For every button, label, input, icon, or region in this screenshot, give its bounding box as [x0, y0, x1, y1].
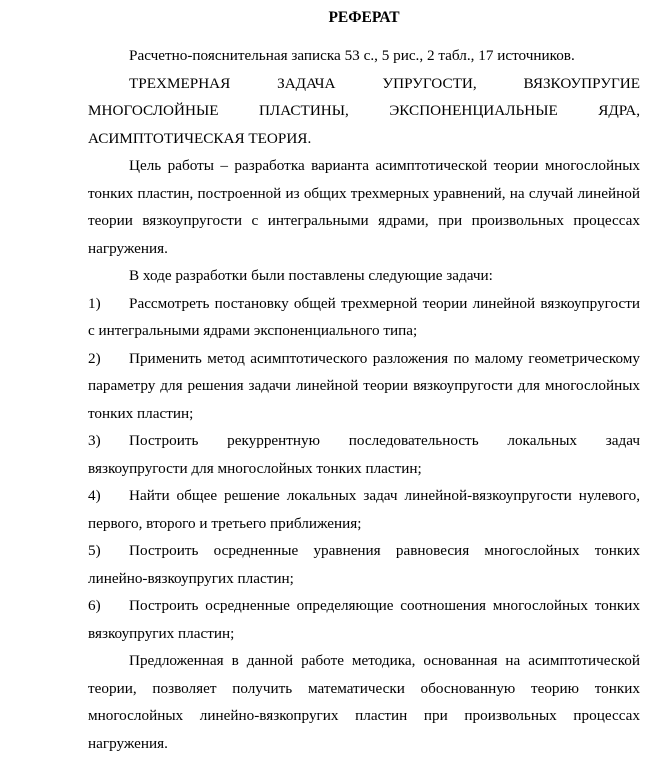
task-text: Построить осредненные уравнения равновесия многослойных тонких линейно-вязкоупругих пластин; [88, 542, 640, 587]
task-number: 1) [88, 294, 101, 312]
summary-line: Расчетно-пояснительная записка 53 с., 5 рис., 2 табл., 17 источников. [129, 47, 575, 64]
goal-paragraph: Цель работы – разработка варианта асимптотической теории многослойных тонких пластин, построенной из общих трехмерных уравнений, на случай линейной теории вязкоупругости с интегральными ядрами, при произвольных процессах нагружения. [88, 157, 640, 257]
task-item [88, 345, 640, 428]
keywords-paragraph: ТРЕХМЕРНАЯ ЗАДАЧА УПРУГОСТИ, ВЯЗКОУПРУГИЕ МНОГОСЛОЙНЫЕ ПЛАСТИНЫ, ЭКСПОНЕНЦИАЛЬНЫЕ ЯДРА, АСИМПТОТИЧЕСКАЯ ТЕОРИЯ. [88, 74, 640, 147]
task-number: 2) [88, 349, 101, 367]
task-item [88, 290, 640, 345]
document-page [88, 0, 640, 757]
page-title: РЕФЕРАТ [328, 9, 400, 26]
task-text: Применить метод асимптотического разложения по малому геометрическому параметру для решения задачи линейной теории вязкоупругости для многослойных тонких пластин; [88, 349, 640, 422]
task-text: Найти общее решение локальных задач линейной-вязкоупругости нулевого, первого, второго и третьего приближения; [88, 487, 640, 532]
task-item [88, 592, 640, 647]
task-number: 6) [88, 597, 101, 614]
task-item [88, 537, 640, 592]
task-number: 4) [88, 487, 101, 504]
task-item [88, 482, 640, 537]
task-item [88, 427, 640, 482]
task-text: Построить осредненные определяющие соотношения многослойных тонких вязкоупругих пластин; [88, 597, 640, 642]
task-number: 3) [88, 432, 101, 449]
task-list [88, 290, 640, 648]
task-number: 5) [88, 542, 101, 559]
task-text: Построить рекуррентную последовательность локальных задач вязкоупругости для многослойных тонких пластин; [88, 432, 640, 477]
tasks-intro: В ходе разработки были поставлены следующие задачи: [129, 267, 493, 284]
task-text: Рассмотреть постановку общей трехмерной теории линейной вязкоупругости с интегральными ядрами экспоненциального типа; [88, 294, 640, 339]
conclusion-paragraph: Предложенная в данной работе методика, основанная на асимптотической теории, позволяет получить математически обоснованную теорию тонких многослойных линейно-вязкопругих пластин при произвольных процессах нагружения. [88, 652, 640, 752]
